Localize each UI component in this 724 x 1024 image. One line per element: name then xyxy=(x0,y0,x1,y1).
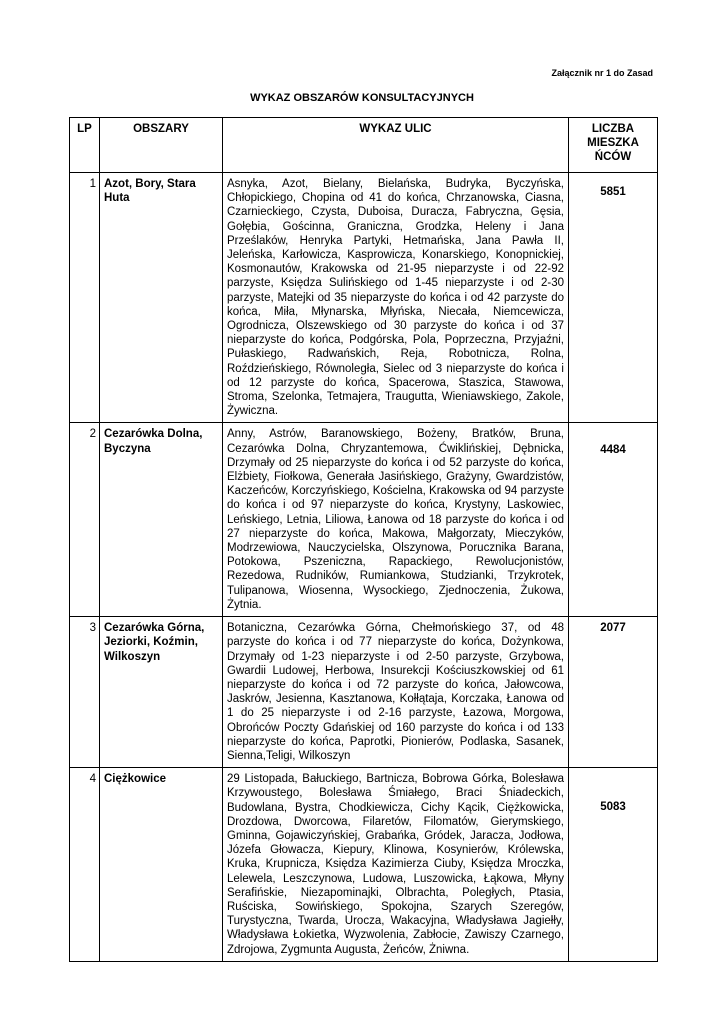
row-lp: 2 xyxy=(70,423,100,617)
row-area: Azot, Bory, Stara Huta xyxy=(100,173,223,423)
table-row xyxy=(70,173,658,423)
row-count: 2077 xyxy=(569,617,658,768)
row-count: 5851 xyxy=(569,173,658,423)
row-count: 4484 xyxy=(569,423,658,617)
row-area: Cezarówka Dolna, Byczyna xyxy=(100,423,223,617)
row-lp: 3 xyxy=(70,617,100,768)
row-area: Cezarówka Górna, Jeziorki, Koźmin, Wilkoszyn xyxy=(100,617,223,768)
annex-label: Załącznik nr 1 do Zasad xyxy=(551,68,653,78)
row-streets: Asnyka, Azot, Bielany, Bielańska, Budryka, Byczyńska, Chłopickiego, Chopina od 41 do końca, Chrzanowska, Ciasna, Czarnieckiego, Czysta, Duboisa, Duracza, Fabryczna, Gęsia, Gołębia, Gościnna, Graniczna, Grodzka, Heleny i Jana Prześlaków, Henryka Partyki, Hetmańska, Jana Pawła II, Jeleńska, Karłowicza, Kasprowicza, Konarskiego, Konopnickiej, Kosmonautów, Krakowska od 21-95 nieparzyste i od 22-92 parzyste, Księdza Sulińskiego od 1-45 nieparzyste i od 2-30 parzyste, Matejki od 35 nieparzyste do końca i od 42 parzyste do końca, Miła, Młynarska, Młyńska, Niecała, Niemcewicza, Ogrodnicza, Olszewskiego od 30 parzyste do końca i od 37 nieparzyste do końca, Podgórska, Pola, Poprzeczna, Przyjaźni, Pułaskiego, Radwańskich, Reja, Robotnicza, Rolna, Roździeńskiego, Równoległa, Sielec od 3 nieparzyste do końca i od 12 parzyste do końca, Spacerowa, Staszica, Stawowa, Stroma, Szelonka, Tetmajera, Traugutta, Wieniawskiego, Zakole, Żywiczna. xyxy=(223,173,569,423)
table-row xyxy=(70,423,658,617)
header-lp: LP xyxy=(70,118,100,173)
table-row xyxy=(70,768,658,962)
row-streets: Anny, Astrów, Baranowskiego, Bożeny, Bratków, Bruna, Cezarówka Dolna, Chryzantemowa, Ćwiklińskiej, Dębnicka, Drzymały od 25 nieparzyste do końca i od 52 parzyste do końca, Elżbiety, Fiołkowa, Generała Jasińskiego, Grażyny, Gwardzistów, Kaczeńców, Korczyńskiego, Kościelna, Krakowska od 94 parzyste do końca i od 97 nieparzyste do końca, Krystyny, Laskowiec, Leńskiego, Letnia, Liliowa, Łanowa od 18 parzyste do końca i od 27 nieparzyste do końca, Makowa, Małgorzaty, Mieczyków, Modrzewiowa, Nauczycielska, Olszynowa, Porucznika Barana, Potokowa, Pszeniczna, Rapackiego, Rewolucjonistów, Rezedowa, Rudników, Rumiankowa, Studzianki, Trzykrotek, Tulipanowa, Wiosenna, Wysockiego, Zjednoczenia, Żukowa, Żytnia. xyxy=(223,423,569,617)
row-streets: 29 Listopada, Bałuckiego, Bartnicza, Bobrowa Górka, Bolesława Krzywoustego, Bolesława Śmiałego, Braci Śniadeckich, Budowlana, Bystra, Chodkiewicza, Cichy Kącik, Ciężkowicka, Drozdowa, Dworcowa, Filaretów, Filomatów, Gierymskiego, Gminna, Gojawiczyńskiej, Grabańka, Gródek, Jaracza, Jodłowa, Józefa Głowacza, Kiepury, Klinowa, Kosynierów, Królewska, Kruka, Krupnicza, Księdza Kazimierza Ciuby, Księdza Mroczka, Lelewela, Leszczynowa, Ludowa, Luszowicka, Łąkowa, Młyny Serafińskie, Niezapominajki, Olbrachta, Poległych, Ptasia, Ruściska, Sowińskiego, Spokojna, Szarych Szeregów, Turystyczna, Twarda, Urocza, Wakacyjna, Władysława Jagiełły, Władysława Łokietka, Wyzwolenia, Zabłocie, Zawiszy Czarnego, Zdrojowa, Zygmunta Augusta, Żeńców, Żniwna. xyxy=(223,768,569,962)
header-row xyxy=(70,118,658,173)
document-title: WYKAZ OBSZARÓW KONSULTACYJNYCH xyxy=(250,92,474,104)
row-lp: 1 xyxy=(70,173,100,423)
row-lp: 4 xyxy=(70,768,100,962)
header-streets: WYKAZ ULIC xyxy=(223,118,569,173)
row-streets: Botaniczna, Cezarówka Górna, Chełmońskiego 37, od 48 parzyste do końca i od 77 nieparzyste do końca, Dożynkowa, Drzymały od 1-23 nieparzyste i od 2-50 parzyste, Grzybowa, Gwardii Ludowej, Herbowa, Insurekcji Kościuszkowskiej od 61 nieparzyste do końca i od 72 parzyste do końca, Jałowcowa, Jaskrów, Jesienna, Kasztanowa, Kołłątaja, Korczaka, Łanowa od 1 do 25 nieparzyste i od 2-16 parzyste, Łazowa, Morgowa, Obrońców Poczty Gdańskiej od 160 parzyste do końca i od 133 nieparzyste do końca, Paprotki, Pionierów, Podlaska, Sasanek, Sienna,Teligi, Wilkoszyn xyxy=(223,617,569,768)
areas-table xyxy=(69,117,658,962)
row-area: Ciężkowice xyxy=(100,768,223,962)
header-areas: OBSZARY xyxy=(100,118,223,173)
header-count: LICZBA MIESZKA ŃCÓW xyxy=(569,118,658,173)
table-row xyxy=(70,617,658,768)
row-count: 5083 xyxy=(569,768,658,962)
